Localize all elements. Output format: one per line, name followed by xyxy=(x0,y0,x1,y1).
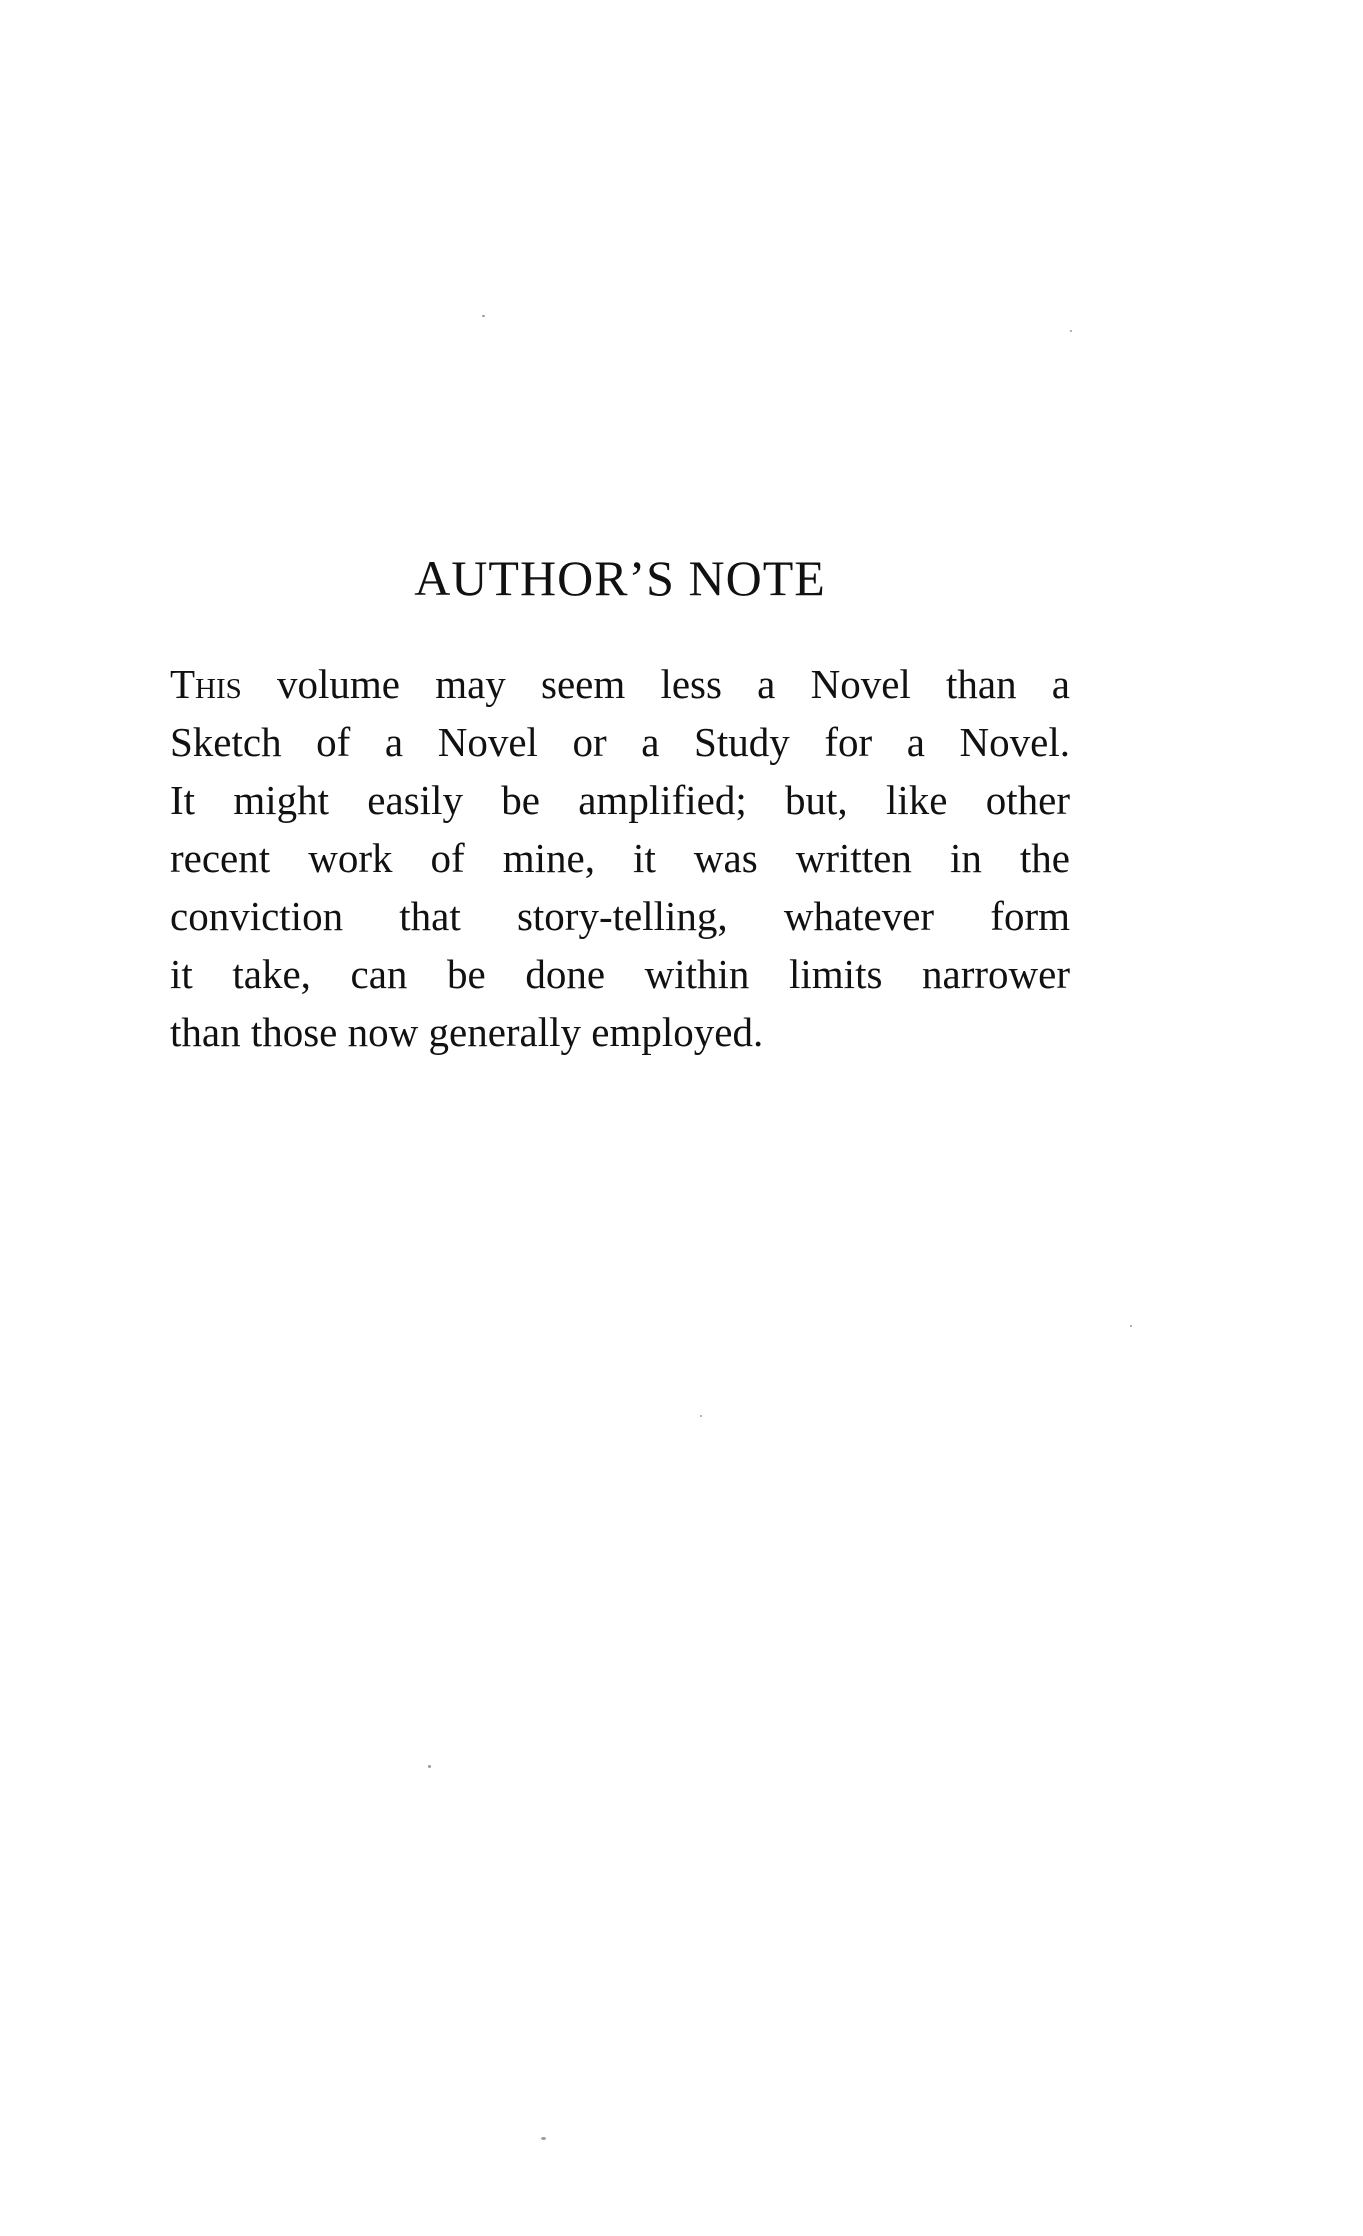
note-line-text: volume may seem less a Novel than a xyxy=(241,661,1070,707)
scan-speck xyxy=(1130,1325,1132,1327)
note-line: conviction that story-telling, whatever form xyxy=(170,893,1070,939)
note-line xyxy=(170,655,1070,713)
scan-speck xyxy=(482,315,485,317)
scan-speck xyxy=(700,1415,702,1417)
scan-speck xyxy=(1070,330,1072,332)
note-line: recent work of mine, it was written in the xyxy=(170,835,1070,881)
scan-speck xyxy=(541,2137,546,2140)
note-paragraph xyxy=(170,655,1070,1061)
page-title: AUTHOR’S NOTE xyxy=(414,550,826,606)
note-line: Sketch of a Novel or a Study for a Novel. xyxy=(170,719,1070,765)
scan-speck xyxy=(428,1765,431,1768)
lead-word: This xyxy=(170,661,242,707)
note-line: it take, can be done within limits narrower xyxy=(170,951,1070,997)
note-line: than those now generally employed. xyxy=(170,1009,764,1055)
note-line: It might easily be amplified; but, like other xyxy=(170,777,1070,823)
